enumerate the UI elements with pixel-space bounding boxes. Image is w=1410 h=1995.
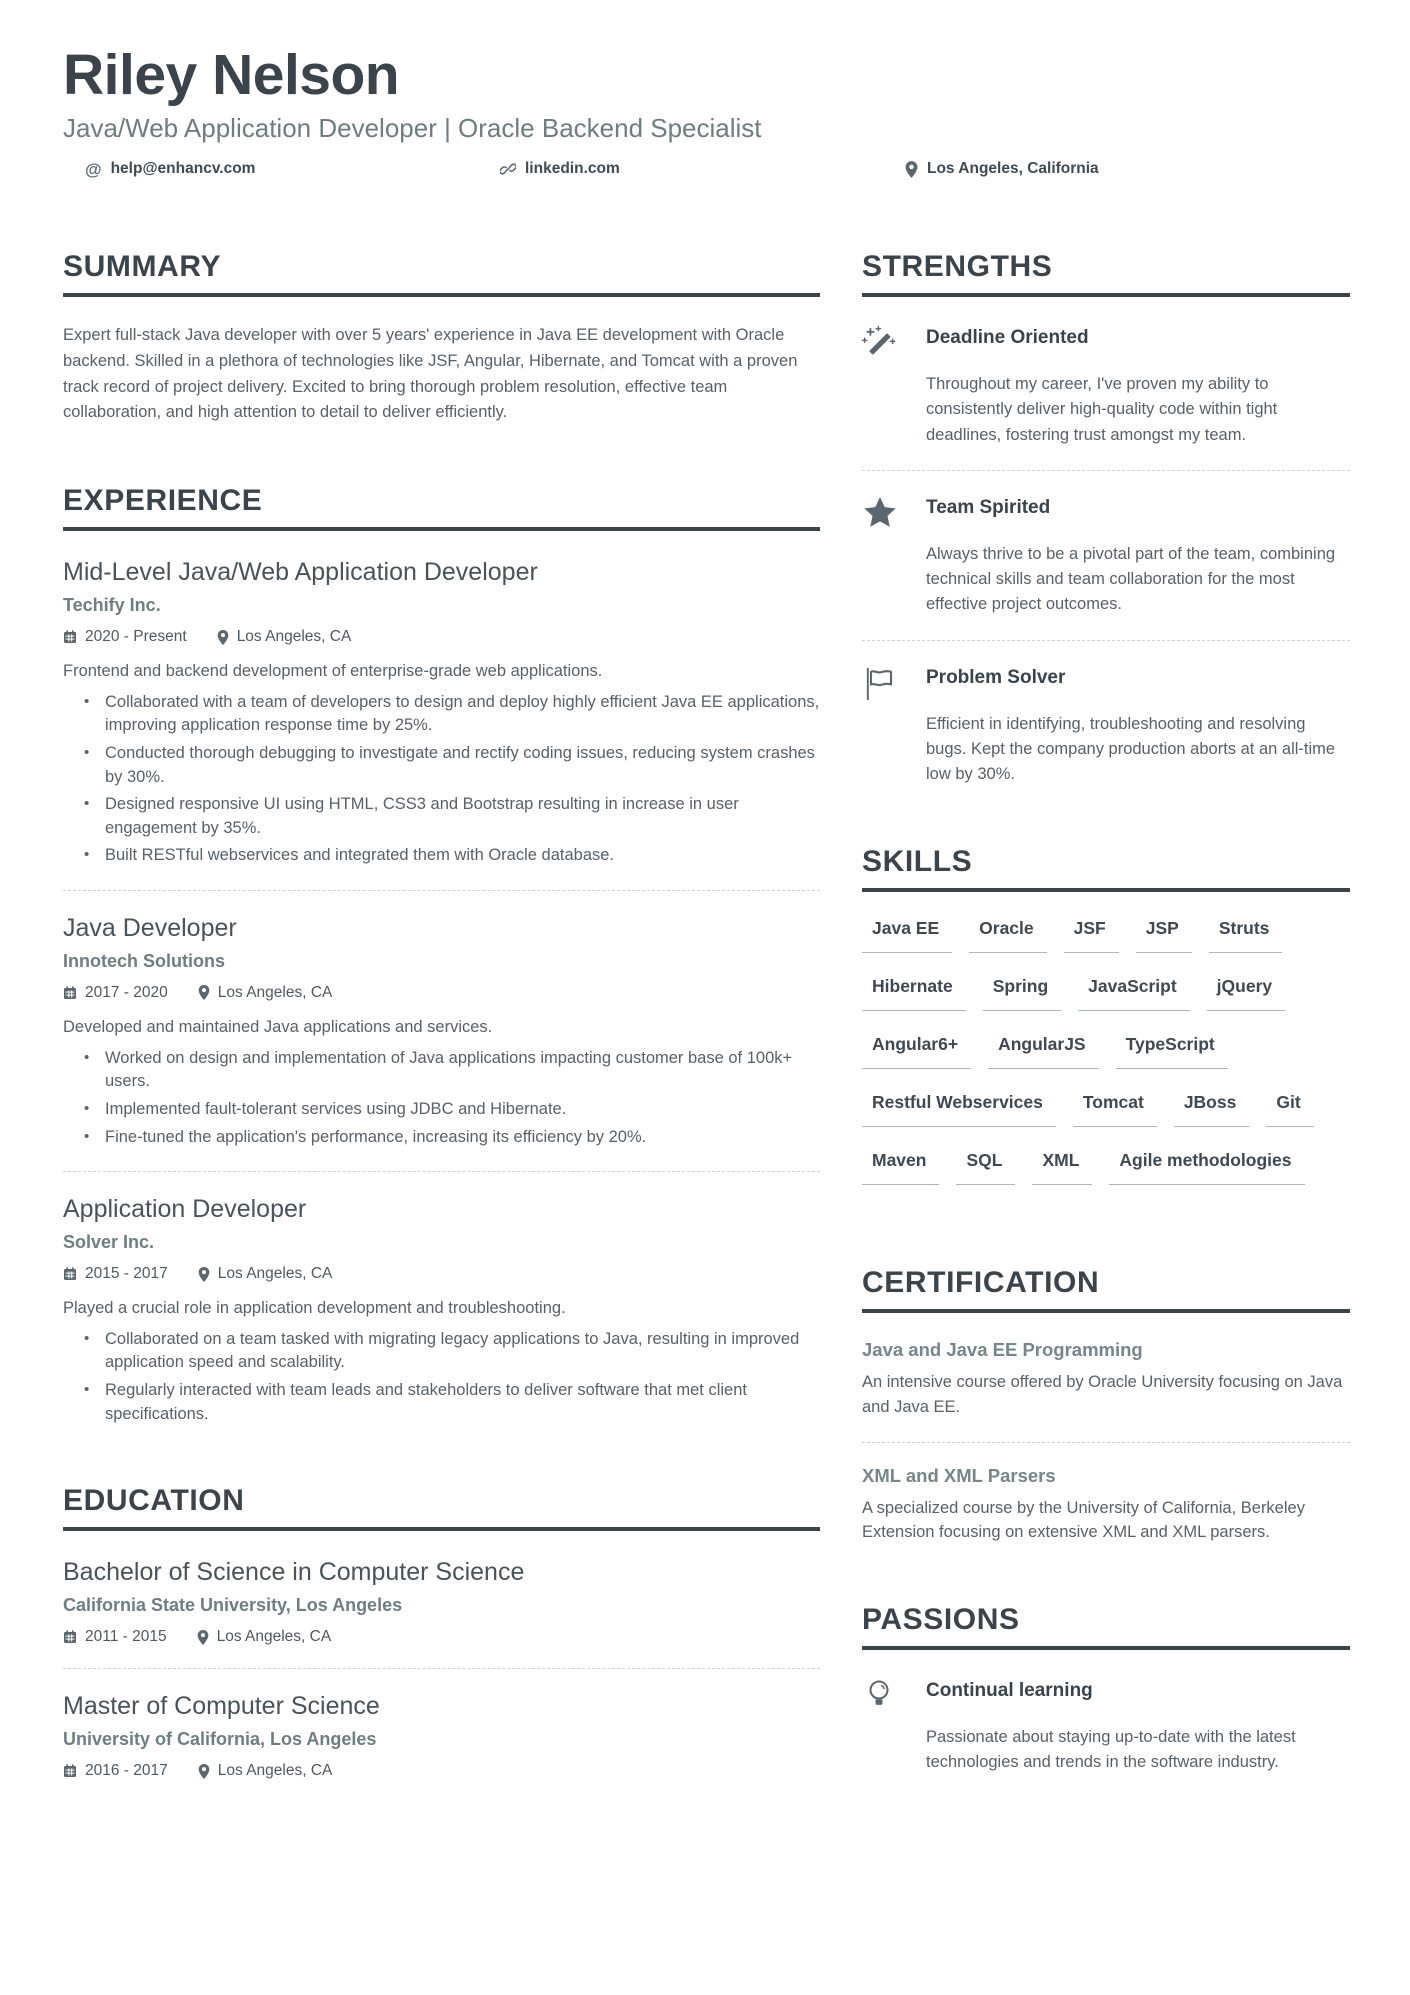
job-title: Java Developer <box>63 913 237 942</box>
skill-tag: JavaScript <box>1078 976 1190 1011</box>
company-name: Solver Inc. <box>63 1232 155 1253</box>
pin-icon <box>905 161 918 178</box>
star-icon <box>862 495 900 533</box>
calendar-icon <box>63 630 77 644</box>
job-date-text: 2020 - Present <box>85 628 187 646</box>
school-name: University of California, Los Angeles <box>63 1729 377 1750</box>
job-headline: Java/Web Application Developer | Oracle Backend Specialist <box>63 113 762 144</box>
calendar-icon <box>63 1764 77 1778</box>
job-location <box>198 1265 333 1283</box>
skills-section <box>862 845 1350 1208</box>
calendar-icon <box>63 1267 77 1281</box>
job-bullets <box>63 1328 820 1426</box>
strength-title: Deadline Oriented <box>926 327 1089 349</box>
bullet-item: • Implemented fault-tolerant services using JDBC and Hibernate. <box>63 1098 820 1122</box>
degree-meta <box>63 1628 820 1646</box>
skill-tag: Java EE <box>862 918 952 953</box>
passions-heading: PASSIONS <box>862 1603 1350 1650</box>
degree-location-text: Los Angeles, CA <box>216 1628 332 1646</box>
degree-title: Bachelor of Science in Computer Science <box>63 1558 525 1587</box>
education-heading: EDUCATION <box>63 1484 820 1531</box>
experience-entry <box>63 913 820 1149</box>
wand-icon <box>862 325 900 363</box>
skill-tag: AngularJS <box>988 1034 1099 1069</box>
dashed-divider <box>862 1442 1350 1443</box>
pin-icon <box>198 1267 210 1282</box>
experience-heading: EXPERIENCE <box>63 484 820 531</box>
certification-title: Java and Java EE Programming <box>862 1339 1143 1361</box>
dashed-divider <box>63 1171 820 1172</box>
certification-heading: CERTIFICATION <box>862 1266 1350 1313</box>
contact-linkedin[interactable] <box>500 160 905 178</box>
education-entry <box>63 1691 820 1780</box>
degree-title: Master of Computer Science <box>63 1692 380 1721</box>
job-date-text: 2017 - 2020 <box>85 983 168 1001</box>
dashed-divider <box>63 1668 820 1669</box>
pin-icon <box>197 1630 209 1645</box>
passion-text: Passionate about staying up-to-date with the latest technologies and trends in the software industry. <box>926 1728 1296 1772</box>
main-columns <box>63 250 1350 1780</box>
summary-section <box>63 250 820 426</box>
job-title: Application Developer <box>63 1195 307 1224</box>
job-location-text: Los Angeles, CA <box>236 628 352 646</box>
flag-icon <box>862 665 900 703</box>
job-dates <box>63 984 168 1002</box>
passion-item <box>862 1676 1350 1775</box>
strengths-section <box>862 250 1350 787</box>
strength-item <box>862 663 1350 788</box>
job-meta <box>63 628 820 646</box>
skill-tag: SQL <box>956 1150 1015 1185</box>
degree-location-text: Los Angeles, CA <box>217 1762 333 1780</box>
job-location <box>217 628 352 646</box>
skill-tag: Hibernate <box>862 976 966 1011</box>
certification-text: An intensive course offered by Oracle University focusing on Java and Java EE. <box>862 1373 1343 1416</box>
skill-tag: jQuery <box>1207 976 1285 1011</box>
degree-location <box>197 1628 332 1646</box>
pin-icon <box>198 1764 210 1779</box>
calendar-icon <box>63 1630 77 1644</box>
skill-tag: Maven <box>862 1150 939 1185</box>
job-title: Mid-Level Java/Web Application Developer <box>63 558 538 587</box>
job-description: Frontend and backend development of enterprise-grade web applications. <box>63 662 603 681</box>
contact-email-text: help@enhancv.com <box>110 160 256 178</box>
job-location-text: Los Angeles, CA <box>217 983 333 1001</box>
contact-location-text: Los Angeles, California <box>927 160 1099 178</box>
job-description: Played a crucial role in application development and troubleshooting. <box>63 1299 566 1318</box>
bullet-item: • Built RESTful webservices and integrated them with Oracle database. <box>63 844 820 868</box>
skill-tag: TypeScript <box>1116 1034 1228 1069</box>
school-name: California State University, Los Angeles <box>63 1595 403 1616</box>
experience-entry <box>63 1194 820 1426</box>
skill-tag: Git <box>1266 1092 1313 1127</box>
at-icon: @ <box>85 159 102 179</box>
person-name: Riley Nelson <box>63 43 400 107</box>
pin-icon <box>217 630 229 645</box>
education-section <box>63 1484 820 1780</box>
skill-tag: Tomcat <box>1073 1092 1157 1127</box>
skill-tag: Struts <box>1209 918 1283 953</box>
summary-heading: SUMMARY <box>63 250 820 297</box>
skill-tag: XML <box>1032 1150 1092 1185</box>
contact-linkedin-text: linkedin.com <box>525 160 620 178</box>
degree-dates <box>63 1628 167 1646</box>
job-description: Developed and maintained Java applications and services. <box>63 1017 493 1036</box>
passions-section <box>862 1603 1350 1775</box>
company-name: Innotech Solutions <box>63 950 225 971</box>
skill-tag: JSP <box>1136 918 1192 953</box>
passion-title: Continual learning <box>926 1680 1093 1702</box>
skill-tag: Restful Webservices <box>862 1092 1056 1127</box>
strength-text: Efficient in identifying, troubleshooting and resolving bugs. Kept the company production aborts at an all-time low by 30%. <box>926 714 1336 783</box>
job-bullets <box>63 1047 820 1149</box>
contact-email[interactable] <box>85 160 500 178</box>
certification-title: XML and XML Parsers <box>862 1464 1056 1486</box>
bullet-item: • Conducted thorough debugging to investigate and rectify coding issues, reducing system crashes by 30%. <box>63 742 820 789</box>
skill-tag: Spring <box>983 976 1061 1011</box>
experience-section <box>63 484 820 1426</box>
strength-title: Team Spirited <box>926 496 1051 518</box>
skill-tag: Angular6+ <box>862 1034 971 1069</box>
degree-date-text: 2011 - 2015 <box>85 1628 167 1646</box>
degree-date-text: 2016 - 2017 <box>85 1762 168 1780</box>
header <box>63 43 1350 179</box>
left-column <box>63 250 820 1780</box>
certification-entry <box>862 1465 1350 1546</box>
lightbulb-icon <box>862 1678 900 1716</box>
certification-text: A specialized course by the University of California, Berkeley Extension focusing on extensive XML and XML parsers. <box>862 1498 1305 1542</box>
company-name: Techify Inc. <box>63 595 161 616</box>
job-meta <box>63 984 820 1002</box>
skill-tag: Oracle <box>969 918 1046 953</box>
right-column <box>862 250 1350 1780</box>
strength-text: Always thrive to be a pivotal part of the team, combining technical skills and team collaboration for the most effective project outcomes. <box>926 544 1336 614</box>
job-meta <box>63 1265 820 1283</box>
contact-row <box>63 160 1350 178</box>
skills-heading: SKILLS <box>862 845 1350 892</box>
degree-location <box>198 1762 333 1780</box>
skill-tag: Agile methodologies <box>1109 1150 1304 1185</box>
bullet-item: • Collaborated on a team tasked with migrating legacy applications to Java, resulting in improved application speed and scalability. <box>63 1328 820 1375</box>
bullet-item: • Regularly interacted with team leads and stakeholders to deliver software that met client specifications. <box>63 1379 820 1426</box>
bullet-item: • Designed responsive UI using HTML, CSS3 and Bootstrap resulting in increase in user engagement by 35%. <box>63 793 820 840</box>
bullet-item: • Collaborated with a team of developers to design and deploy highly efficient Java EE applications, improving application response time by 25%. <box>63 691 820 738</box>
skill-tag: JSF <box>1064 918 1119 953</box>
job-location-text: Los Angeles, CA <box>217 1265 333 1283</box>
summary-text: Expert full-stack Java developer with over 5 years' experience in Java EE development with Oracle backend. Skilled in a plethora of technologies like JSF, Angular, Hibernate, and Tomcat with a proven track record of project delivery. Excited to bring thorough problem resolution, effective team collaboration, and high attention to detail to deliver efficiently. <box>63 326 798 422</box>
skill-tag: JBoss <box>1174 1092 1250 1127</box>
dashed-divider <box>862 470 1350 471</box>
education-entry <box>63 1557 820 1646</box>
strength-title: Problem Solver <box>926 666 1066 688</box>
job-dates <box>63 1265 168 1283</box>
experience-entry <box>63 557 820 868</box>
skills-list <box>862 918 1350 1208</box>
strengths-heading: STRENGTHS <box>862 250 1350 297</box>
job-location <box>198 984 333 1002</box>
strength-item <box>862 323 1350 448</box>
bullet-item: • Fine-tuned the application's performance, increasing its efficiency by 20%. <box>63 1126 820 1150</box>
pin-icon <box>198 985 210 1000</box>
dashed-divider <box>63 890 820 891</box>
link-icon <box>500 161 516 177</box>
degree-meta <box>63 1762 820 1780</box>
job-dates <box>63 628 187 646</box>
bullet-item: • Worked on design and implementation of Java applications impacting customer base of 100k+ users. <box>63 1047 820 1094</box>
strength-item <box>862 493 1350 618</box>
job-date-text: 2015 - 2017 <box>85 1265 168 1283</box>
degree-dates <box>63 1762 168 1780</box>
strength-text: Throughout my career, I've proven my ability to consistently deliver high-quality code within tight deadlines, fostering trust amongst my team. <box>926 375 1278 444</box>
dashed-divider <box>862 640 1350 641</box>
job-bullets <box>63 691 820 868</box>
calendar-icon <box>63 986 77 1000</box>
certification-section <box>862 1266 1350 1545</box>
contact-location <box>905 160 1099 178</box>
certification-entry <box>862 1339 1350 1420</box>
